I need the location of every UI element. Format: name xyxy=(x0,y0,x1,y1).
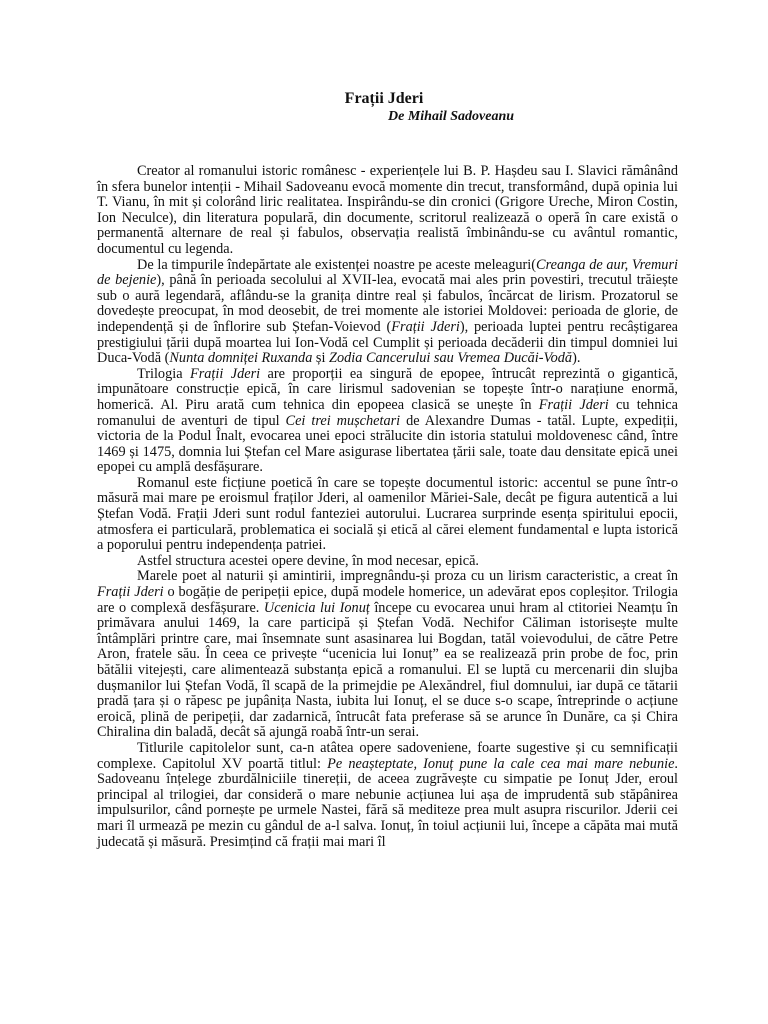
paragraph-text: începe cu evocarea unui hram al ctitoriei Neamțu în primăvara anului 1469, la care participă și Ștefan Vodă. Nechifor Căliman istorisește multe întâmplări printre care, mai însemnate sunt asasinarea lui Bogdan, tatăl voievodului, de către Petre Aron, fratele său. În ceea ce privește “ucenicia lui Ionuț” ea se realizează prin probe de foc, prin bătălii vitejești, care alimentează substanța epică a romanului. El se luptă cu mercenarii din slujba dușmanilor lui Ștefan Vodă, îl scapă de la primejdie pe Alexăndrel, fiul domnului, iar după ce tătarii pradă țara și o răpesc pe jupânița Nasta, iubita lui Ionuț, el se duce s-o scape, întreprinde o acțiune eroică, plină de peripeții, dar zadarnică, întrucât fata preferase să se arunce în Dunăre, ca și Chira Chiralina din baladă, decât să ajungă roabă într-un serai. xyxy=(97,599,678,741)
paragraph-text: și xyxy=(312,350,330,367)
document-title: Frații Jderi xyxy=(344,90,424,107)
italic-title-text: Cei trei mușchetari xyxy=(285,412,401,429)
paragraph-text: de Alexandre Dumas - tatăl. Lupte, expediții, victoria de la Podul Înalt, evocarea unei epoci strălucite din istoria statului moldovenesc când, între 1469 și 1475, domnia lui Ștefan cel Mare asigurase libertatea țării sale, toate dau densitate epică unei epopei cu amplă desfășurare. xyxy=(97,412,678,476)
paragraph-text: cu tehnica romanului de aventuri de tipul xyxy=(97,396,679,429)
italic-title-text: Nunta domniței Ruxanda xyxy=(169,350,313,367)
paragraph-text: ), perioada luptei pentru recâștigarea prestigiului țării după moartea lui Ion-Vodă cel Cumplit și perioada decăderii din timpul domniei lui Duca-Vodă ( xyxy=(97,318,679,367)
paragraph-text: . Sadoveanu înțelege zburdălniciile tinereții, de aceea zugrăvește cu simpatie pe Ionuț Jder, eroul principal al trilogiei, dar consideră o mare nebunie acțiunea lui așa de imprudentă sub stăpânirea impulsurilor, când pornește pe urmele Nastei, fără să mediteze prea mult asupra riscurilor. Jderii cei mari îl urmează pe mezin cu gândul de a-l salva. Ionuț, în toiul acțiunii lui, începe a căpăta mai mută judecată și măsură. Presimțind că frații mai mari îl xyxy=(97,755,678,850)
paragraph xyxy=(97,741,678,850)
italic-title-text: Ucenicia lui Ionuț xyxy=(263,599,370,616)
paragraph-text: De la timpurile îndepărtate ale existenței noastre pe aceste meleaguri( xyxy=(137,256,537,273)
paragraph xyxy=(97,164,678,258)
document-body xyxy=(97,164,678,850)
paragraph xyxy=(97,367,678,476)
paragraph xyxy=(97,476,678,554)
author-name: Mihail Sadoveanu xyxy=(407,109,515,124)
paragraph-text: are proporții ea singură de epopee, întrucât reprezintă o gigantică, impunătoare construcție epică, în care lirismul sadovenian se topește într-o narațiune enormă, homerică. Al. Piru arată cum tehnica din epopeea clasică se unește în xyxy=(97,365,678,413)
document-author xyxy=(388,108,514,126)
paragraph xyxy=(97,569,678,741)
paragraph xyxy=(97,554,678,570)
italic-title-text: Frații Jderi xyxy=(189,365,261,382)
paragraph-text: Marele poet al naturii și amintirii, impregnându-și proza cu un lirism caracteristic, a creat în xyxy=(137,568,678,585)
paragraph-text: o bogăție de peripeții epice, după modele homerice, un adevărat epos copleșitor. Trilogia are o complexă desfășurare. xyxy=(97,584,679,616)
paragraph-text: Creator al romanului istoric românesc - experiențele lui B. P. Hașdeu sau I. Slavici rămânând în sfera bunelor intenții - Mihail Sadoveanu evocă momente din trecut, transformând, după opinia lui T. Vianu, în mit și colorând liric realitatea. Inspirându-se din cronici (Grigore Ureche, Miron Costin, Ion Neculce), din literatura populară, din documente, scritorul realizează o operă în care există o permanentă alternare de real și fabulos, observația realistă îmbinându-se cu avântul romantic, documentul cu legenda. xyxy=(97,163,678,257)
italic-title-text: Zodia Cancerului sau Vremea Ducăi-Vodă xyxy=(329,350,573,367)
paragraph-text: Titlurile capitolelor sunt, ca-n atâtea opere sadoveniene, foarte sugestive și cu semnificații complexe. Capitolul XV poartă titlul: xyxy=(97,739,678,772)
paragraph xyxy=(97,258,678,367)
paragraph-text: ). xyxy=(572,350,581,367)
paragraph-text: Trilogia xyxy=(137,365,190,382)
italic-title-text: Frații Jderi xyxy=(538,396,609,413)
paragraph-text: Romanul este ficțiune poetică în care se topește documentul istoric: accentul se pune într-o măsură mai mare pe eroismul fraților Jderi, al oamenilor Măriei-Sale, decât pe figura autentică a lui Ștefan Vodă. Frații Jderi sunt rodul fanteziei autorului. Lucrarea surprinde esența spiritului epocii, atmosfera ei particulară, problematica ei socială și etică al cărei element fundamental e lupta istorică a poporului pentru independența patriei. xyxy=(97,474,678,554)
italic-title-text: Creanga de aur, Vremuri de bejenie xyxy=(97,256,678,289)
italic-title-text: Frații Jderi xyxy=(391,318,460,335)
paragraph-text: ), până în perioada secolului al XVII-lea, evocată mai ales prin povestiri, trecutul trăiește sub o aură legendară, aflându-se la granița dintre real și fabulos, încărcat de lirism. Prozatorul se dovedește preocupat, în mod deosebit, de trei momente ale istoriei Moldovei: perioada de glorie, de independență și de înflorire sub Ștefan-Voievod ( xyxy=(97,272,678,335)
paragraph-text: Astfel structura acestei opere devine, în mod necesar, epică. xyxy=(137,552,480,569)
author-prefix: De xyxy=(388,109,408,124)
italic-title-text: Frații Jderi xyxy=(97,584,164,601)
italic-title-text: Pe neașteptate, Ionuț pune la cale cea mai mare nebunie xyxy=(327,755,675,772)
